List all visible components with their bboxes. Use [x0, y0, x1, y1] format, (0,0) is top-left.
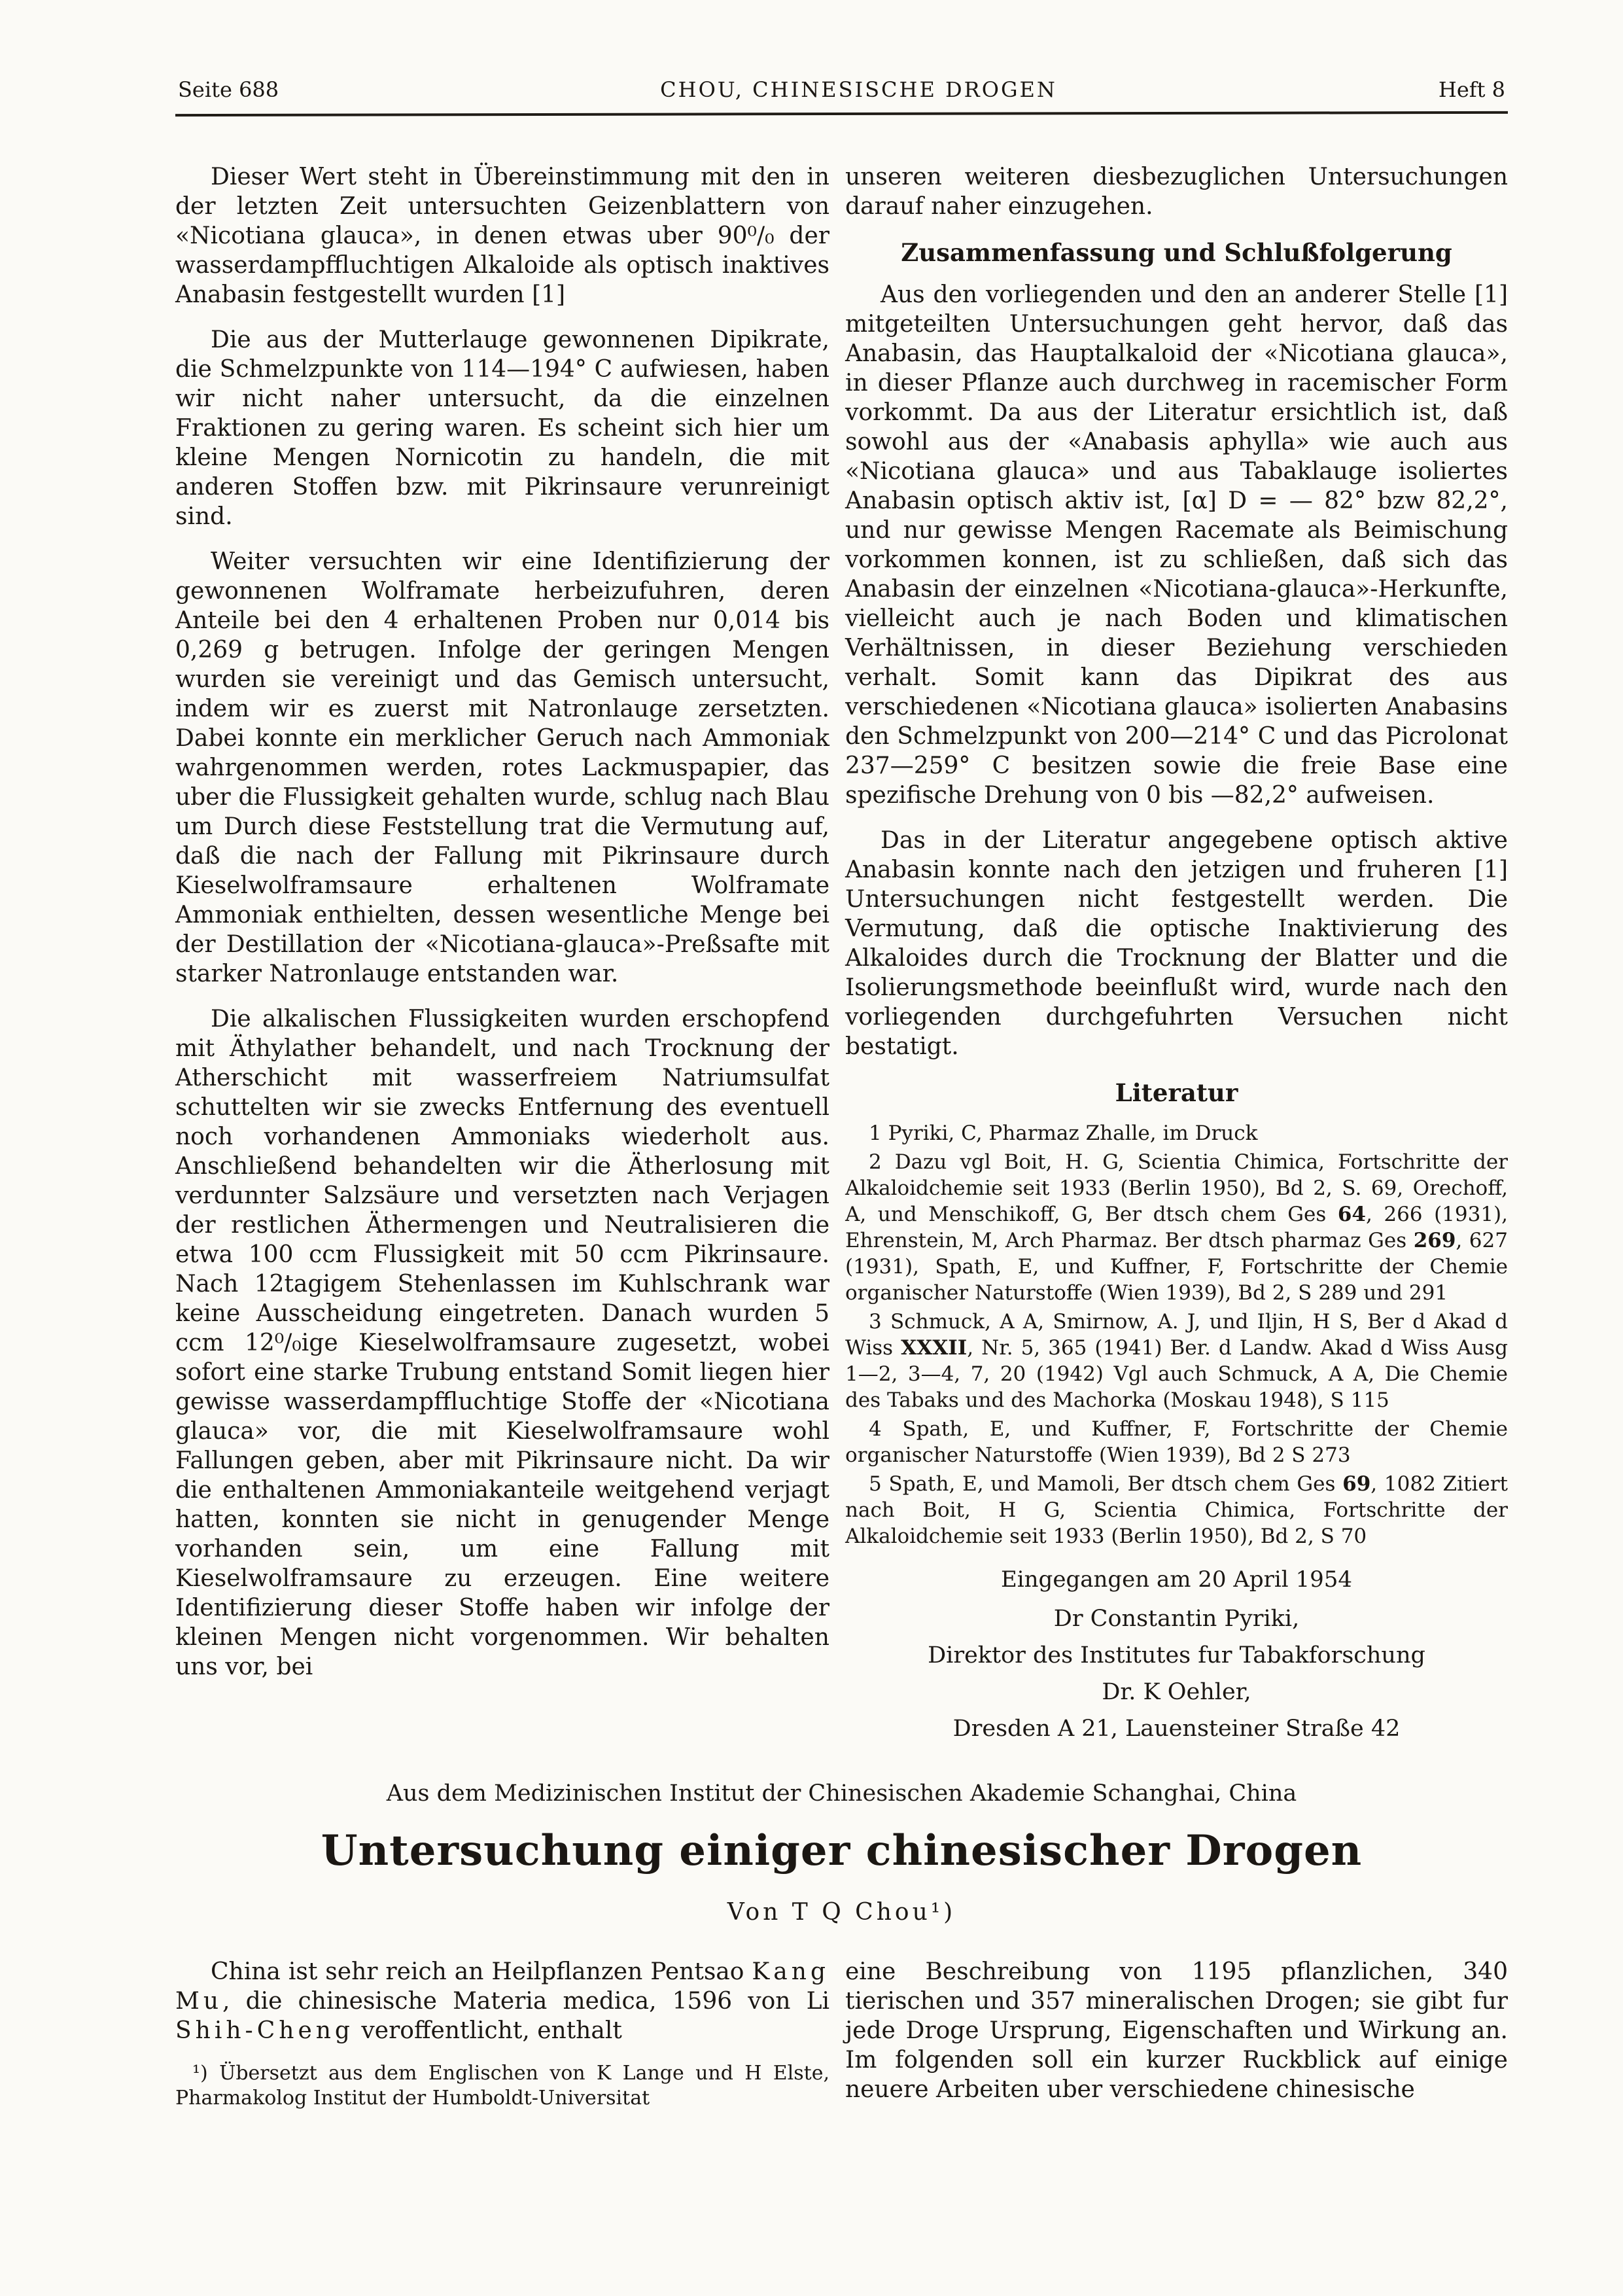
text-paragraph: Die alkalischen Flussigkeiten wurden erschopfend mit Äthylather behandelt, und nach Trocknung der Atherschicht mit wasserfreiem Natriumsulfat schuttelten wir sie zwecks Entfernung des eventuell noch vorhandenen Ammoniaks wiederholt aus. Anschließend behandelten wir die Ätherlosung mit verdunnter Salzsäure und versetzten nach Verjagen der restlichen Äthermengen und Neutralisieren die etwa 100 ccm Flussigkeit mit 50 ccm Pikrinsaure. Nach 12tagigem Stehenlassen im Kuhlschrank war keine Ausscheidung eingetreten. Danach wurden 5 ccm 12⁰/₀ige Kieselwolframsaure zugesetzt, wobei sofort eine starke Trubung entstand Somit liegen hier gewisse wasserdampffluchtige Stoffe der «Nicotiana glauca» vor, die mit Kieselwolframsaure wohl Fallungen geben, aber mit Pikrinsaure nicht. Da wir die enthaltenen Ammoniakanteile weitgehend verjagt hatten, konnten sie nicht in genugender Menge vorhanden sein, um eine Fallung mit Kieselwolframsaure zu erzeugen. Eine weitere Identifizierung dieser Stoffe haben wir infolge der kleinen Mengen nicht vorgenommen. Wir behalten uns vor, bei — [175, 1006, 829, 1680]
running-title: CHOU, CHINESISCHE DROGEN — [660, 77, 1057, 102]
author-byline: Von T Q Chou¹) — [727, 1899, 956, 1926]
literature-heading: Literatur — [1115, 1078, 1238, 1107]
second-article — [175, 1780, 1508, 2120]
text-paragraph: Das in der Literatur angegebene optisch aktive Anabasin konnte nach den jetzigen und fruheren [1] Untersuchungen nicht festgestellt werden. Die Vermutung, daß die optische Inaktivierung des Alkaloides durch die Trocknung der Blatter und die Isolierungsmethode beeinflußt wird, wurde nach den vorliegenden durchgefuhrten Versuchen nicht bestatigt. — [845, 827, 1508, 1060]
left-column — [175, 162, 829, 1749]
text-paragraph: China ist sehr reich an Heilpflanzen Pentsao Kang Mu, die chinesische Materia medica, 1596 von Li Shih-Cheng veroffentlicht, enthalt — [175, 1958, 829, 2044]
signature-line: Direktor des Institutes fur Tabakforschung — [928, 1642, 1425, 1669]
text-paragraph: Dieser Wert steht in Übereinstimmung mit den in der letzten Zeit untersuchten Geizenblattern von «Nicotiana glauca», in denen etwas uber 90⁰/₀ der wasserdampffluchtigen Alkaloide als optisch inaktives Anabasin festgestellt wurden [1] — [175, 164, 829, 308]
header-rule — [175, 111, 1508, 116]
signature-line: Dr. K Oehler, — [1102, 1679, 1251, 1705]
literature-item: 1 Pyriki, C, Pharmaz Zhalle, im Druck — [869, 1122, 1258, 1145]
issue-label: Heft 8 — [1438, 77, 1505, 102]
text-paragraph: Aus den vorliegenden und den an anderer Stelle [1] mitgeteilten Untersuchungen geht hervor, daß das Anabasin, das Hauptalkaloid der «Nicotiana glauca», in dieser Pflanze auch durchweg in racemischer Form vorkommt. Da aus der Literatur ersichtlich ist, daß sowohl aus der «Anabasis aphylla» wie auch aus «Nicotiana glauca» und aus Tabaklauge isoliertes Anabasin optisch aktiv ist, [α] D = — 82° bzw 82,2°, und nur gewisse Mengen Racemate als Beimischung vorkommen konnen, ist zu schließen, daß sich das Anabasin der einzelnen «Nicotiana-glauca»-Herkunfte, vielleicht auch je nach Boden und klimatischen Verhältnissen, in dieser Beziehung verschieden verhalt. Somit kann das Dipikrat des aus verschiedenen «Nicotiana glauca» isolierten Anabasins den Schmelzpunkt von 200—214° C und das Picrolonat 237—259° C besitzen sowie die freie Base eine spezifische Drehung von 0 bis —82,2° aufweisen. — [845, 281, 1508, 809]
institute-line: Aus dem Medizinischen Institut der Chinesischen Akademie Schanghai, China — [386, 1780, 1297, 1807]
literature-item: 2 Dazu vgl Boit, H. G, Scientia Chimica, Fortschritte der Alkaloidchemie seit 1933 (Berlin 1950), Bd 2, S. 69, Orechoff, A, und Menschikoff, G, Ber dtsch chem Ges 64, 266 (1931), Ehrenstein, M, Arch Pharmaz. Ber dtsch pharmaz Ges 269, 627 (1931), Spath, E, und Kuffner, F, Fortschritte der Chemie organischer Naturstoffe (Wien 1939), Bd 2, S 289 und 291 — [845, 1150, 1509, 1305]
translator-footnote: ¹) Übersetzt aus dem Englischen von K Lange und H Elste, Pharmakolog Institut der Humboldt-Universitat — [175, 2062, 829, 2110]
literature-item: 5 Spath, E, und Mamoli, Ber dtsch chem Ges 69, 1082 Zitiert nach Boit, H G, Scientia Chimica, Fortschritte der Alkaloidchemie seit 1933 (Berlin 1950), Bd 2, S 70 — [845, 1472, 1509, 1548]
left-column-article2 — [175, 1957, 829, 2120]
page-header — [175, 77, 1508, 102]
literature-item: 4 Spath, E, und Kuffner, F, Fortschritte der Chemie organischer Naturstoffe (Wien 1939), Bd 2 S 273 — [845, 1417, 1508, 1467]
right-column — [845, 162, 1508, 1749]
text-paragraph: Die aus der Mutterlauge gewonnenen Dipikrate, die Schmelzpunkte von 114—194° C aufwiesen, haben wir nicht naher untersucht, da die einzelnen Fraktionen zu gering waren. Es scheint sich hier um kleine Mengen Nornicotin zu handeln, die mit anderen Stoffen bzw. mit Pikrinsaure verunreinigt sind. — [175, 327, 829, 530]
signature-line: Dresden A 21, Lauensteiner Straße 42 — [952, 1716, 1401, 1742]
page-number-label: Seite 688 — [178, 77, 279, 102]
received-date-line: Eingegangen am 20 April 1954 — [1000, 1566, 1353, 1593]
text-paragraph-continuation: unseren weiteren diesbezuglichen Untersuchungen darauf naher einzugehen. — [845, 164, 1508, 220]
text-paragraph: Weiter versuchten wir eine Identifizierung der gewonnenen Wolframate herbeizufuhren, deren Anteile bei den 4 erhaltenen Proben nur 0,014 bis 0,269 g betrugen. Infolge der geringen Mengen wurden sie vereinigt und das Gemisch untersucht, indem wir es zuerst mit Natronlauge zersetzten. Dabei konnte ein merklicher Geruch nach Ammoniak wahrgenommen werden, rotes Lackmuspapier, das uber die Flussigkeit gehalten wurde, schlug nach Blau um Durch diese Feststellung trat die Vermutung auf, daß die nach der Fallung mit Pikrinsaure durch Kieselwolframsaure erhaltenen Wolframate Ammoniak enthielten, dessen wesentliche Menge bei der Destillation der «Nicotiana-glauca»-Preßsafte mit starker Natronlauge entstanden war. — [175, 548, 829, 987]
article-title: Untersuchung einiger chinesischer Drogen — [321, 1826, 1363, 1875]
text-paragraph: eine Beschreibung von 1195 pflanzlichen, 340 tierischen und 357 mineralischen Drogen; sie gibt fur jede Droge Ursprung, Eigenschaften und Wirkung an. Im folgenden soll ein kurzer Ruckblick auf einige neuere Arbeiten uber verschiedene chinesische — [845, 1958, 1508, 2103]
article-two-body — [175, 1957, 1508, 2120]
signature-line: Dr Constantin Pyriki, — [1053, 1606, 1300, 1632]
right-column-article2 — [845, 1957, 1508, 2120]
summary-heading: Zusammenfassung und Schlußfolgerung — [901, 238, 1452, 267]
article-one-body — [175, 162, 1508, 1749]
literature-item: 3 Schmuck, A A, Smirnow, A. J, und Iljin, H S, Ber d Akad d Wiss XXXII, Nr. 5, 365 (1941) Ber. d Landw. Akad d Wiss Ausg 1—2, 3—4, 7, 20 (1942) Vgl auch Schmuck, A A, Die Chemie des Tabaks und des Machorka (Moskau 1948), S 115 — [845, 1310, 1509, 1412]
